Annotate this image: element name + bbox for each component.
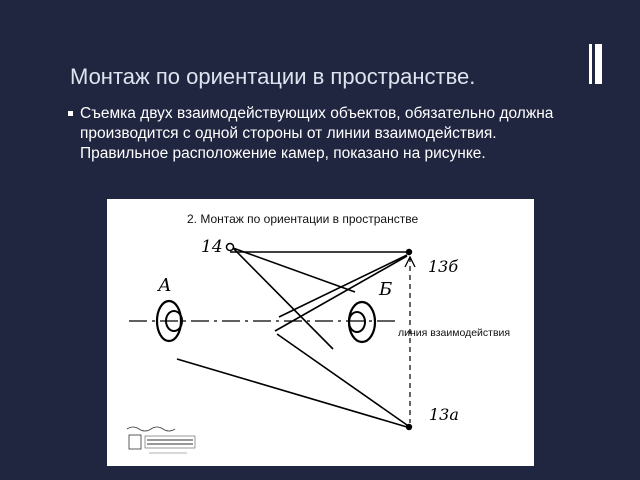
camera-14-icon bbox=[227, 244, 234, 251]
camera-13a-label: 13а bbox=[429, 405, 459, 424]
figure-image bbox=[107, 199, 534, 466]
author-logo bbox=[125, 423, 205, 459]
figure-heading: 2. Монтаж по ориентации в пространстве bbox=[187, 212, 419, 226]
sight-lines bbox=[177, 248, 409, 427]
object-b-figure bbox=[349, 302, 375, 342]
interaction-line-label: линия взаимодействия bbox=[398, 327, 511, 339]
object-a-label: А bbox=[158, 275, 172, 296]
camera-13b-label: 13б bbox=[428, 257, 459, 276]
decorative-bar bbox=[589, 44, 592, 84]
bullet-text: Съемка двух взаимодействующих объектов, обязательно должна производится с одной стороны от линии взаимодействия. Правильное расположение камер, показано на рисунке. bbox=[80, 105, 554, 162]
object-b-label: Б bbox=[379, 279, 393, 300]
bullet-item bbox=[68, 104, 588, 164]
bullet-marker-icon bbox=[68, 111, 73, 116]
decorative-bar bbox=[595, 44, 602, 84]
slide-title: Монтаж по ориентации в пространстве. bbox=[70, 64, 476, 89]
camera-14-label: 14 bbox=[201, 237, 223, 257]
